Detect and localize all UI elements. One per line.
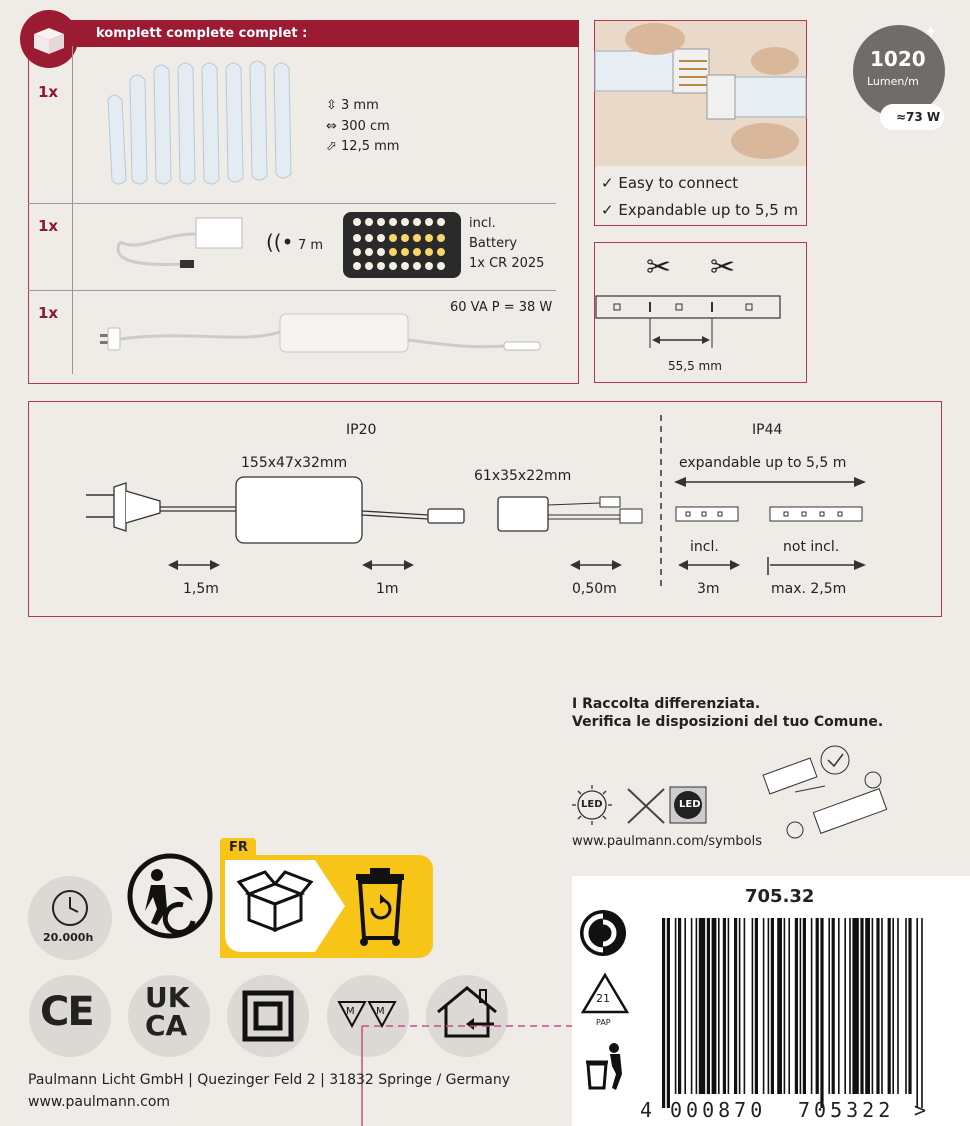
controller-cable-image xyxy=(100,212,250,282)
battery-type: 1x CR 2025 xyxy=(469,256,545,271)
company-address: Paulmann Licht GmbH | Quezinger Feld 2 | 31832 Springe / Germany xyxy=(28,1072,511,1088)
barcode-bar xyxy=(752,918,754,1094)
barcode-bar xyxy=(921,918,923,1108)
svg-text:M: M xyxy=(376,1006,385,1017)
ean-right-digits: 705322 xyxy=(798,1098,895,1122)
not-incl-label: not incl. xyxy=(783,539,840,555)
qty-label: 1x xyxy=(38,304,59,322)
led-strip-reel-image xyxy=(100,60,310,190)
barcode-bar xyxy=(675,918,677,1094)
barcode-bar xyxy=(816,918,819,1094)
scissors-icon: ✂ xyxy=(710,250,736,285)
barcode-bar xyxy=(712,918,717,1094)
barcode-bar xyxy=(872,918,874,1094)
ean-left-digits: 000870 xyxy=(670,1098,767,1122)
barcode-bar xyxy=(832,918,835,1094)
barcode-bar xyxy=(667,918,670,1108)
box-icon-circle xyxy=(20,10,78,68)
barcode-bar xyxy=(707,918,710,1094)
barcode-bar xyxy=(696,918,698,1094)
clock-icon xyxy=(50,888,90,928)
barcode-bar xyxy=(897,918,899,1094)
ean-quiet-zone: > xyxy=(914,1098,927,1122)
barcode-bar xyxy=(849,918,851,1094)
lumen-unit: Lumen/m xyxy=(867,75,919,88)
pap-label: PAP xyxy=(596,1018,611,1027)
scissors-icon: ✂ xyxy=(646,250,672,285)
barcode-bar xyxy=(734,918,737,1094)
ce-mark: CE xyxy=(40,989,93,1035)
barcode-bar xyxy=(800,918,802,1094)
recycling-bin-icon xyxy=(350,866,410,946)
ip44-label: IP44 xyxy=(752,422,783,438)
barcode-bar xyxy=(691,918,693,1094)
barcode-bar xyxy=(881,918,883,1094)
barcode-bar xyxy=(844,918,846,1094)
barcode-bar xyxy=(755,918,758,1094)
wireless-signal-icon: ((• xyxy=(266,230,294,254)
expandable-text: ✓ Expandable up to 5,5 m xyxy=(601,201,799,219)
row-divider xyxy=(28,290,556,291)
length-label: 0,50m xyxy=(572,581,617,597)
barcode-bar xyxy=(892,918,894,1094)
battery-incl: incl. xyxy=(469,216,496,231)
contents-header-text: komplett complete complet : xyxy=(96,26,308,41)
row-divider xyxy=(28,203,556,204)
barcode-bar xyxy=(718,918,720,1094)
length-label: 3m xyxy=(697,581,720,597)
led-replace-diagram xyxy=(755,742,895,842)
company-web[interactable]: www.paulmann.com xyxy=(28,1094,171,1110)
barcode-bar xyxy=(795,918,798,1094)
symbols-url[interactable]: www.paulmann.com/symbols xyxy=(572,834,763,849)
barcode-bar xyxy=(865,918,870,1094)
remote-control-image xyxy=(343,212,461,278)
dim-height: ⇳ 3 mm xyxy=(326,98,379,113)
controller-dims: 61x35x22mm xyxy=(474,468,572,484)
qty-label: 1x xyxy=(38,217,59,235)
dim-width: ⬀ 12,5 mm xyxy=(326,139,400,154)
barcode-bar xyxy=(905,918,907,1094)
barcode-bar xyxy=(811,918,813,1094)
bin-dispose-icon xyxy=(584,1042,628,1092)
class2-insulation-icon xyxy=(243,991,293,1041)
incl-label: incl. xyxy=(690,539,719,555)
barcode-bar xyxy=(784,918,786,1094)
led-symbol-text: LED xyxy=(581,799,603,810)
disposal-recycle-icon xyxy=(127,853,213,939)
package-box-icon xyxy=(20,10,78,68)
watt-value: ≈73 W xyxy=(896,110,941,124)
length-label: 1m xyxy=(376,581,399,597)
barcode-bar xyxy=(771,918,774,1094)
fr-label: FR xyxy=(229,840,248,855)
ip20-label: IP20 xyxy=(346,422,377,438)
barcode-bar xyxy=(838,918,840,1094)
barcode-bar xyxy=(888,918,891,1094)
barcode-bar xyxy=(908,918,911,1094)
length-label: 1,5m xyxy=(183,581,219,597)
barcode-bar xyxy=(678,918,681,1094)
easy-connect-text: ✓ Easy to connect xyxy=(601,174,739,192)
power-rating: 60 VA P = 38 W xyxy=(450,300,553,315)
battery-label: Battery xyxy=(469,236,518,251)
ukca-bottom: CA xyxy=(145,1009,188,1042)
dim-length: ⇔ 300 cm xyxy=(326,119,390,134)
strip-cut-diagram xyxy=(596,290,786,370)
pap-number: 21 xyxy=(596,992,610,1005)
barcode-bar xyxy=(699,918,705,1094)
qty-label: 1x xyxy=(38,83,59,101)
barcode-bar xyxy=(728,918,730,1094)
driver-dims: 155x47x32mm xyxy=(241,455,348,471)
expandable-label: expandable up to 5,5 m xyxy=(679,455,847,471)
lifetime-text: 20.000h xyxy=(43,931,94,944)
ean-barcode xyxy=(660,918,930,1118)
barcode-bar xyxy=(684,918,686,1094)
barcode-bar xyxy=(739,918,741,1094)
barcode-bar xyxy=(860,918,863,1094)
italian-recycle-line1: I Raccolta differenziata. xyxy=(572,696,761,712)
barcode-bar xyxy=(820,918,823,1108)
barcode-bar xyxy=(744,918,746,1094)
article-number: 705.32 xyxy=(745,886,815,907)
cut-spacing-label: 55,5 mm xyxy=(668,359,722,373)
svg-text:M: M xyxy=(346,1006,355,1017)
sparkle-icon: ✦ xyxy=(924,22,938,41)
wiring-diagram xyxy=(30,405,930,605)
lumen-value: 1020 xyxy=(870,47,926,71)
italian-recycle-line2: Verifica le disposizioni del tuo Comune. xyxy=(572,714,884,730)
barcode-bar xyxy=(803,918,806,1094)
barcode-bar xyxy=(662,918,665,1108)
length-label: max. 2,5m xyxy=(771,581,847,597)
barcode-bar xyxy=(723,918,726,1094)
barcode-bar xyxy=(768,918,770,1094)
barcode-bar xyxy=(788,918,790,1094)
barcode-bar xyxy=(852,918,858,1094)
row-divider xyxy=(72,46,73,374)
led-symbol-text: LED xyxy=(679,799,701,810)
ukca-top: UK xyxy=(145,981,190,1014)
range-label: 7 m xyxy=(298,238,324,253)
ean-first-digit: 4 xyxy=(640,1098,653,1122)
barcode-bar xyxy=(876,918,879,1094)
barcode-bar xyxy=(777,918,782,1094)
green-dot-icon xyxy=(578,908,628,958)
connector-photo xyxy=(595,21,806,166)
barcode-bar xyxy=(916,918,918,1108)
fr-inner-panel xyxy=(225,860,345,952)
barcode-bar xyxy=(763,918,765,1094)
barcode-bar xyxy=(828,918,830,1094)
